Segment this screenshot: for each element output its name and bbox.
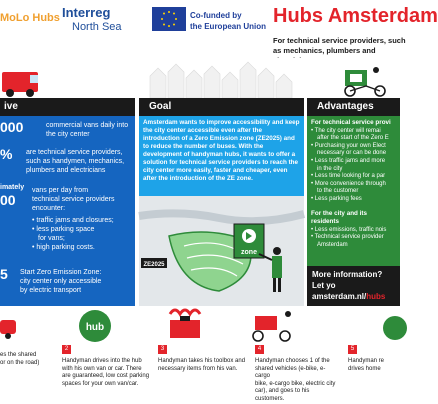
adv-item: • Less traffic jams and more: [311, 157, 386, 164]
section-header-goal: Goal: [139, 98, 304, 116]
adv-item: • Less time looking for a par: [311, 173, 386, 180]
ze-zone-sign-icon: [234, 224, 264, 258]
adv-item: • Technical service provider: [311, 234, 384, 241]
more-info-link-line[interactable]: [312, 291, 395, 302]
adv-item: [311, 135, 396, 143]
step-line: bike, e-cargo bike, electric city: [255, 380, 336, 387]
stat-3-line: technical service providers: [32, 196, 115, 203]
stat-4-line: Start Zero Emission Zone:: [20, 269, 102, 276]
step-line: or on the road): [0, 359, 40, 366]
stat-3-line: vans per day from: [32, 187, 89, 194]
step-line: necessary items from his van.: [158, 365, 238, 372]
stat-1-text: [46, 121, 128, 139]
section-header-advantages: Advantages: [307, 98, 400, 116]
adv-item: [311, 188, 396, 196]
stat-1-line: the city center: [46, 131, 90, 138]
adv-item: [311, 242, 396, 250]
adv-item: • Less parking fees: [311, 195, 362, 202]
bullet-item: [32, 234, 114, 243]
bullet-text: traffic jams and closures;: [36, 217, 114, 224]
adv-text: Less emissions, traffic nois: [314, 226, 387, 233]
step-line: car), and goes to his customers.: [255, 388, 310, 402]
map-label: ZE2025: [143, 262, 165, 268]
stat-4-line: by electric transport: [20, 287, 82, 294]
stat-2-line: such as handymen, mechanics,: [26, 158, 125, 165]
stat-2-text: [26, 148, 124, 175]
bullet-item: • high parking costs.: [32, 244, 95, 251]
statistics-panel: [0, 116, 135, 306]
stat-4-number: 5: [0, 266, 8, 282]
step-line: Handyman takes his toolbox and: [158, 358, 246, 364]
adv-item: • Less emissions, traffic nois: [311, 226, 387, 233]
stat-3-label: imately: [0, 184, 25, 191]
stat-1-number: 000: [0, 119, 24, 135]
step-5-text: [348, 358, 400, 373]
adv-text: Technical service provider: [314, 234, 384, 241]
stat-3-text: [32, 186, 114, 213]
step-line: Handyman chooses 1 of the: [255, 358, 330, 364]
step-4-number: 4: [255, 345, 264, 354]
adv-text: Less traffic jams and more: [314, 157, 386, 164]
goal-description: Amsterdam wants to improve accessibility and keep the city center accessible even after the introduction of a Zero Emission zone (ZE2025) and to reduce the number of buses. With the development of handyman hubs, it wants to offer a solution for technical service providers to reach the city center more easily, faster and cheaper, even after the introduction of the ZE zone.: [139, 116, 304, 196]
adv-text: necessary or can be done: [317, 150, 387, 157]
adv-item: • The city center will remai: [311, 127, 381, 134]
bullet-text: less parking space: [36, 226, 95, 233]
bullet-text: for vans;: [38, 235, 65, 242]
adv-item: [311, 166, 396, 174]
more-info-box: [307, 266, 400, 306]
adv-text: in the city: [317, 165, 343, 172]
eu-flag-icon: [152, 7, 186, 31]
stat-2-line: plumbers and electricians: [26, 167, 106, 174]
stat-3-line: encounter:: [32, 205, 66, 212]
adv-item: • Purchasing your own Elect: [311, 142, 386, 149]
step-line: shared vehicles (e-bike, e-cargo: [255, 365, 326, 380]
stat-2-line: are technical service providers,: [26, 149, 123, 156]
eu-cofunded-text: [190, 10, 266, 32]
adv-text: to the customer: [317, 188, 359, 195]
advantages-heading-1: For technical service provi: [311, 119, 391, 126]
eu-line-2: the European Union: [190, 22, 266, 31]
step-3-number: 3: [158, 345, 167, 354]
step-line: Handyman drives into the hub: [62, 358, 142, 364]
advantages-heading-2: For the city and its residents: [311, 209, 367, 226]
stat-4-text: [20, 268, 101, 295]
power-icon: [383, 316, 407, 340]
step-line: spaces for your own van/car.: [62, 380, 139, 387]
page-title: Hubs Amsterdam: [273, 5, 438, 27]
step-line: es the shared: [0, 352, 37, 358]
adv-text: Less time looking for a par: [314, 173, 386, 180]
eu-line-1: Co-funded by: [190, 11, 242, 20]
adv-text: Less parking fees: [314, 195, 362, 202]
section-header-left: ive: [0, 98, 135, 116]
step-2-number: 2: [62, 345, 71, 354]
bullet-item: • traffic jams and closures;: [32, 217, 114, 224]
stat-1-line: commercial vans daily into: [46, 122, 129, 129]
advantages-panel: [307, 116, 400, 266]
adv-text: Amsterdam: [317, 241, 348, 248]
adv-text: after the start of the Zero E: [317, 135, 389, 142]
step-3-text: [158, 358, 248, 373]
stat-3-number: 00: [0, 192, 16, 208]
adv-item: [311, 150, 396, 158]
northsea-logo-text: North Sea: [72, 21, 122, 33]
more-info-url[interactable]: amsterdam.nl/: [312, 292, 367, 301]
step-4-text: [255, 358, 340, 404]
stat-2-number: %: [0, 146, 13, 162]
hub-label: hub: [85, 322, 105, 333]
stat-4-line: city center only accessible: [20, 278, 102, 285]
interreg-logo-text: Interreg: [62, 5, 111, 20]
adv-text: More convenience through: [314, 180, 386, 187]
page-subtitle: For technical service providers, such as mechanics, plumbers and: [273, 36, 406, 55]
sign-label: zone: [241, 249, 257, 256]
step-line: with his own van or car. There: [62, 365, 142, 372]
more-info-url-hubs[interactable]: hubs: [366, 292, 386, 301]
adv-text: The city center will remai: [314, 127, 381, 134]
adv-item: • More convenience through: [311, 180, 386, 187]
more-info-line: More information? Let yo: [312, 270, 383, 290]
step-line: are guaranteed, low cost parking: [62, 373, 150, 380]
step-line: Handyman re: [348, 358, 385, 364]
step-5-number: 5: [348, 345, 357, 354]
step-2-text: [62, 358, 152, 388]
bullet-item: • less parking space: [32, 226, 95, 233]
hub-icon: [79, 310, 111, 342]
adv-text: Purchasing your own Elect: [314, 142, 386, 149]
skyline-illustration: [0, 58, 400, 98]
amsterdam-map-illustration: [139, 196, 304, 306]
bullet-text: high parking costs.: [36, 244, 95, 251]
stat-3-bullets: [32, 216, 114, 252]
step-line: drives home: [348, 365, 381, 372]
molo-logo-text: MoLo Hubs: [0, 12, 60, 24]
